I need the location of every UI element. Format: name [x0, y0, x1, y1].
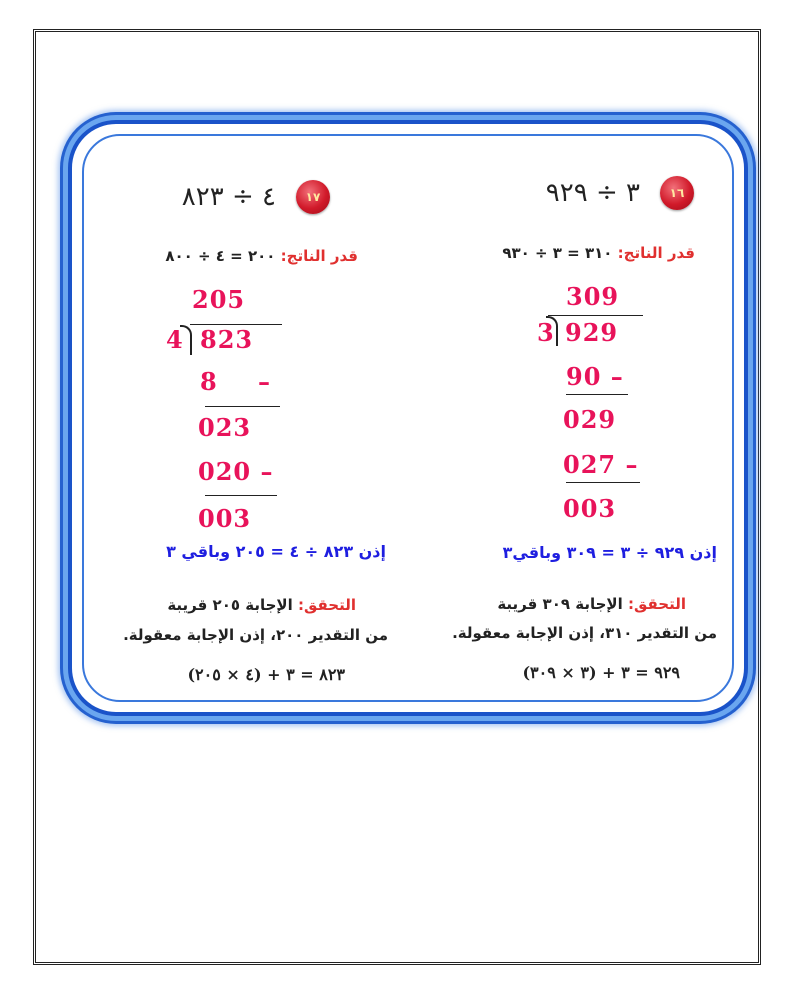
- divisor: 3: [537, 318, 555, 347]
- dividend: 929: [565, 318, 619, 347]
- final-remainder: 003: [198, 504, 252, 533]
- problem-number-badge: ١٦: [660, 176, 694, 210]
- verify-line-1: [167, 596, 356, 614]
- division-bar: [548, 315, 643, 316]
- verify-line-1: [497, 595, 686, 613]
- verify-line-2: من التقدير ٣١٠، إذن الإجابة معقولة.: [452, 624, 717, 642]
- worksheet-card-inner-border: [82, 134, 734, 702]
- remainder-step-1: 023: [198, 413, 252, 442]
- quotient: 309: [566, 282, 620, 311]
- dividend: 823: [200, 325, 254, 354]
- problem-title: ٤ ÷ ٨٢٣: [181, 182, 276, 212]
- estimate-value: ٣١٠ = ٣ ÷ ٩٣٠: [502, 244, 613, 262]
- division-bracket: [546, 316, 558, 346]
- verify-text: الإجابة ٢٠٥ قريبة: [167, 596, 293, 614]
- check-equation: ٩٢٩ = ٣ + (٣ × ٣٠٩): [522, 663, 680, 682]
- divisor: 4: [166, 325, 184, 354]
- estimate-value: ٢٠٠ = ٤ ÷ ٨٠٠: [165, 247, 276, 265]
- result-statement: إذن ٨٢٣ ÷ ٤ = ٢٠٥ وباقي ٣: [166, 542, 386, 561]
- problem-number-badge: ١٧: [296, 180, 330, 214]
- subtract-sign: –: [258, 367, 271, 396]
- final-remainder: 003: [563, 494, 617, 523]
- step-2-rule: [566, 482, 640, 483]
- subtract-step-2: 027 –: [563, 450, 639, 479]
- verify-text: الإجابة ٣٠٩ قريبة: [497, 595, 623, 613]
- estimate-line: [165, 247, 358, 265]
- subtract-step-1: 90 –: [566, 362, 624, 391]
- step-1-rule: [205, 406, 280, 407]
- remainder-step-1: 029: [563, 405, 617, 434]
- problem-title: ٣ ÷ ٩٢٩: [545, 178, 640, 208]
- division-bracket: [180, 325, 192, 355]
- estimate-label: قدر الناتج:: [617, 244, 695, 262]
- subtract-step-1: 8: [200, 367, 218, 396]
- result-statement: إذن ٩٢٩ ÷ ٣ = ٣٠٩ وباقي٣: [502, 543, 717, 562]
- check-equation: ٨٢٣ = ٣ + (٤ × ٢٠٥): [187, 665, 345, 684]
- step-2-rule: [205, 495, 277, 496]
- verify-label: التحقق:: [627, 595, 686, 613]
- verify-line-2: من التقدير ٢٠٠، إذن الإجابة معقولة.: [123, 626, 388, 644]
- estimate-line: [502, 244, 695, 262]
- verify-label: التحقق:: [297, 596, 356, 614]
- estimate-label: قدر الناتج:: [280, 247, 358, 265]
- step-1-rule: [566, 394, 628, 395]
- subtract-step-2: 020 –: [198, 457, 274, 486]
- quotient: 205: [192, 285, 246, 314]
